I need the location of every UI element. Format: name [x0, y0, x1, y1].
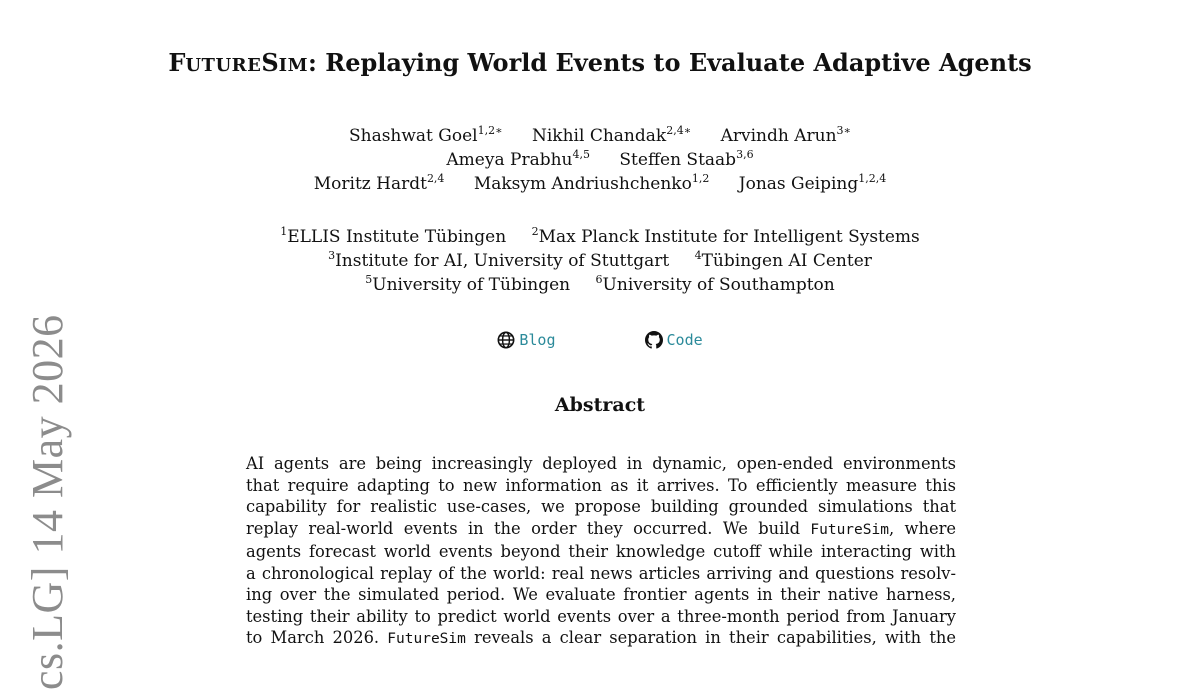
affiliation-sup: 6: [595, 273, 603, 286]
affiliation: [532, 225, 920, 249]
abstract-heading: Abstract: [554, 394, 646, 416]
author-sup: 1,2: [691, 172, 710, 185]
author-name: Moritz Hardt: [313, 174, 427, 194]
abstract-text: reveals a clear separation in their capabilities, with the: [465, 628, 957, 647]
abstract-code-name: FutureSim: [387, 631, 466, 647]
affiliation-line: [0, 273, 1200, 297]
blog-link[interactable]: [497, 331, 555, 349]
affiliation-line: [0, 225, 1200, 249]
author-name: Nikhil Chandak: [532, 126, 667, 146]
author-name: Maksym Andriushchenko: [473, 174, 692, 194]
author: [349, 124, 503, 148]
author-line: [0, 172, 1200, 196]
abstract-line: ing over the simulated period. We evaluate frontier agents in their native harness,: [246, 585, 956, 604]
author: [721, 124, 851, 148]
author: [474, 172, 710, 196]
affiliation-name: University of Southampton: [602, 275, 835, 295]
paper-title: [0, 48, 1200, 77]
affiliation: [365, 273, 570, 297]
abstract-line: a chronological replay of the world: real news articles arriving and questions resolv-: [246, 563, 956, 583]
abstract-body: [246, 453, 956, 651]
author-sup: 3∗: [836, 124, 852, 137]
affiliation-list: [0, 225, 1200, 297]
abstract-line: testing their ability to predict world events over a three-month period from January: [246, 606, 956, 626]
abstract-line: [246, 627, 956, 651]
code-link-label: Code: [666, 331, 703, 349]
affiliation-sup: 3: [328, 249, 336, 262]
author-name: Ameya Prabhu: [446, 150, 573, 170]
author-name: Arvindh Arun: [720, 126, 837, 146]
author-sup: 2,4: [426, 172, 445, 185]
affiliation-sup: 5: [365, 273, 373, 286]
abstract-line: that require adapting to new information as it arrives. To efficiently measure this: [246, 475, 956, 495]
author-name: Jonas Geiping: [738, 174, 859, 194]
author-name: Shashwat Goel: [348, 126, 478, 146]
abstract-line: agents forecast world events beyond their knowledge cutoff while interacting with: [246, 542, 956, 561]
affiliation-sup: 4: [694, 249, 702, 262]
resource-links: [0, 331, 1200, 353]
author-sup: 4,5: [572, 148, 590, 161]
author: [446, 148, 590, 172]
author: [532, 124, 691, 148]
code-link[interactable]: [645, 331, 703, 349]
affiliation-name: University of Tübingen: [372, 275, 571, 295]
affiliation-line: [0, 249, 1200, 273]
author-line: [0, 148, 1200, 172]
affiliation-sup: 1: [280, 225, 288, 238]
title-sc-1: F: [168, 48, 186, 77]
author: [739, 172, 887, 196]
author: [619, 148, 753, 172]
abstract-text: replay real-world events in the order they occurred. We build: [246, 518, 811, 538]
arxiv-stamp: cs.LG] 14 May 2026: [23, 314, 72, 690]
author-sup: 3,6: [736, 148, 754, 161]
affiliation-name: Max Planck Institute for Intelligent Systems: [538, 227, 920, 247]
abstract-line: [246, 518, 956, 542]
title-sc-2: UTURE: [185, 55, 262, 76]
author-list: [0, 124, 1200, 196]
affiliation: [695, 249, 872, 273]
globe-icon: [497, 331, 515, 349]
github-icon: [645, 331, 663, 349]
affiliation-name: Institute for AI, University of Stuttgart: [335, 251, 670, 271]
title-sc-4: IM: [278, 55, 309, 76]
abstract-code-name: FutureSim: [810, 521, 889, 538]
author-name: Steffen Staab: [619, 150, 737, 170]
affiliation: [596, 273, 835, 297]
abstract-text: to March 2026.: [246, 628, 388, 647]
affiliation: [280, 225, 506, 249]
title-rest: : Replaying World Events to Evaluate Adaptive Agents: [308, 48, 1032, 77]
affiliation-name: Tübingen AI Center: [701, 251, 872, 271]
author-sup: 1,2,4: [858, 172, 887, 185]
affiliation-sup: 2: [531, 225, 539, 238]
title-sc-3: S: [261, 48, 279, 77]
affiliation-name: ELLIS Institute Tübingen: [287, 227, 507, 247]
blog-link-label: Blog: [519, 331, 556, 349]
abstract-line: capability for realistic use-cases, we propose building grounded simulations that: [246, 497, 956, 516]
author-sup: 1,2∗: [477, 124, 503, 137]
affiliation: [328, 249, 669, 273]
author-line: [0, 124, 1200, 148]
author-sup: 2,4∗: [666, 124, 692, 137]
abstract-text: , where: [888, 518, 957, 538]
author: [314, 172, 445, 196]
abstract-line: AI agents are being increasingly deployed in dynamic, open-ended environments: [246, 454, 956, 473]
